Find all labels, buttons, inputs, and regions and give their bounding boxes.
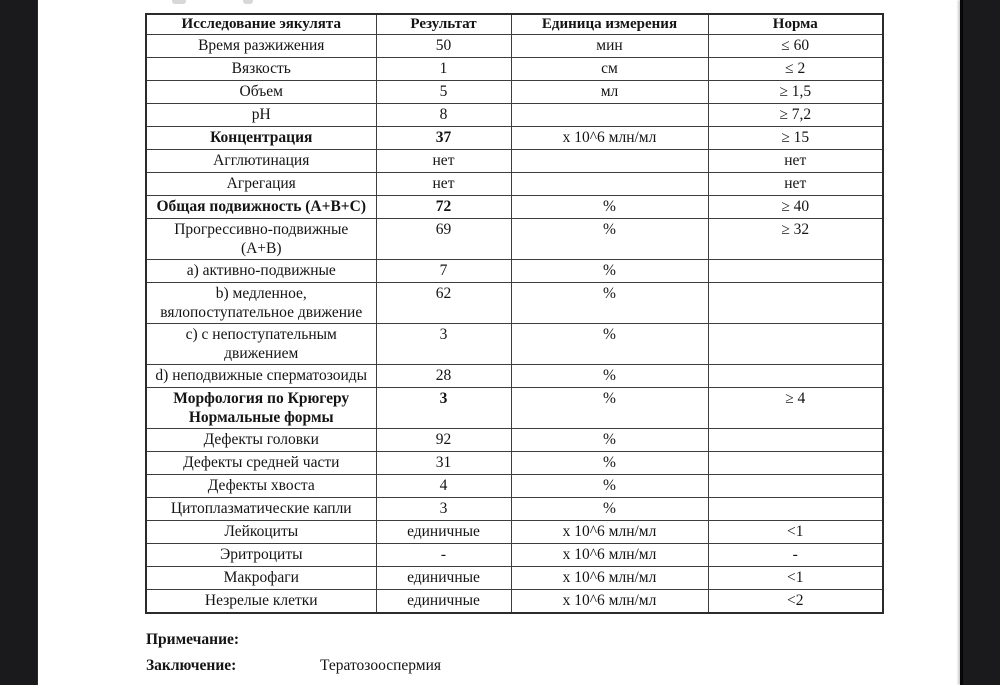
result-cell: единичные bbox=[376, 521, 511, 544]
parameter-line1: b) медленное, bbox=[215, 285, 307, 302]
norm-cell: ≥ 32 bbox=[708, 219, 883, 260]
parameter-cell: Эритроциты bbox=[146, 544, 376, 567]
table-row bbox=[146, 429, 883, 452]
parameter-cell: Агрегация bbox=[146, 173, 376, 196]
result-cell: 62 bbox=[376, 283, 511, 324]
parameter-cell: Дефекты головки bbox=[146, 429, 376, 452]
parameter-line2: вялопоступательное движение bbox=[160, 304, 363, 321]
result-cell: 3 bbox=[376, 324, 511, 365]
unit-cell: % bbox=[511, 452, 708, 475]
result-cell: 28 bbox=[376, 365, 511, 388]
unit-cell: x 10^6 млн/мл bbox=[511, 544, 708, 567]
table-row bbox=[146, 283, 883, 324]
parameter-cell: Объем bbox=[146, 81, 376, 104]
parameter-cell: d) неподвижные сперматозоиды bbox=[146, 365, 376, 388]
table-row bbox=[146, 452, 883, 475]
unit-cell: % bbox=[511, 219, 708, 260]
result-cell: нет bbox=[376, 173, 511, 196]
header-parameter: Исследование эякулята bbox=[146, 14, 376, 35]
parameter-cell: Цитоплазматические капли bbox=[146, 498, 376, 521]
result-cell: 3 bbox=[376, 498, 511, 521]
table-row bbox=[146, 173, 883, 196]
norm-cell: <1 bbox=[708, 521, 883, 544]
norm-cell: нет bbox=[708, 150, 883, 173]
parameter-cell bbox=[146, 324, 376, 365]
unit-cell bbox=[511, 104, 708, 127]
norm-cell bbox=[708, 452, 883, 475]
conclusion-value: Тератозооспермия bbox=[320, 657, 442, 674]
parameter-cell: Лейкоциты bbox=[146, 521, 376, 544]
norm-cell: <1 bbox=[708, 567, 883, 590]
norm-cell: ≥ 7,2 bbox=[708, 104, 883, 127]
parameter-cell: Дефекты средней части bbox=[146, 452, 376, 475]
norm-cell: нет bbox=[708, 173, 883, 196]
result-cell: 7 bbox=[376, 260, 511, 283]
header-unit: Единица измерения bbox=[511, 14, 708, 35]
result-cell: 37 bbox=[376, 127, 511, 150]
result-cell: 8 bbox=[376, 104, 511, 127]
table-row bbox=[146, 127, 883, 150]
table-row bbox=[146, 35, 883, 58]
table-row bbox=[146, 498, 883, 521]
norm-cell bbox=[708, 498, 883, 521]
unit-cell: мл bbox=[511, 81, 708, 104]
parameter-cell bbox=[146, 388, 376, 429]
norm-cell: - bbox=[708, 544, 883, 567]
header-result: Результат bbox=[376, 14, 511, 35]
norm-cell: ≤ 60 bbox=[708, 35, 883, 58]
norm-cell bbox=[708, 260, 883, 283]
table-row bbox=[146, 365, 883, 388]
note-label: Примечание: bbox=[146, 631, 240, 648]
unit-cell: x 10^6 млн/мл bbox=[511, 567, 708, 590]
result-cell: единичные bbox=[376, 567, 511, 590]
result-cell: 3 bbox=[376, 388, 511, 429]
unit-cell: x 10^6 млн/мл bbox=[511, 590, 708, 614]
results-table-body bbox=[146, 35, 883, 614]
norm-cell: ≥ 1,5 bbox=[708, 81, 883, 104]
result-cell: 5 bbox=[376, 81, 511, 104]
semen-analysis-table bbox=[145, 13, 884, 614]
parameter-cell: Незрелые клетки bbox=[146, 590, 376, 614]
result-cell: 69 bbox=[376, 219, 511, 260]
unit-cell: x 10^6 млн/мл bbox=[511, 521, 708, 544]
parameter-cell bbox=[146, 283, 376, 324]
table-row bbox=[146, 58, 883, 81]
parameter-cell: Макрофаги bbox=[146, 567, 376, 590]
parameter-cell: pH bbox=[146, 104, 376, 127]
parameter-line2: Нормальные формы bbox=[188, 409, 334, 426]
norm-cell bbox=[708, 365, 883, 388]
unit-cell: % bbox=[511, 498, 708, 521]
result-cell: 50 bbox=[376, 35, 511, 58]
norm-cell: ≤ 2 bbox=[708, 58, 883, 81]
table-row bbox=[146, 219, 883, 260]
parameter-line1: Морфология по Крюгеру bbox=[173, 390, 350, 407]
table-row bbox=[146, 590, 883, 614]
header-norm: Норма bbox=[708, 14, 883, 35]
table-row bbox=[146, 150, 883, 173]
unit-cell: см bbox=[511, 58, 708, 81]
parameter-cell: a) активно-подвижные bbox=[146, 260, 376, 283]
norm-cell bbox=[708, 324, 883, 365]
table-row bbox=[146, 104, 883, 127]
conclusion-label: Заключение: bbox=[146, 657, 237, 674]
table-row bbox=[146, 521, 883, 544]
parameter-cell: Дефекты хвоста bbox=[146, 475, 376, 498]
parameter-cell: Агглютинация bbox=[146, 150, 376, 173]
unit-cell: % bbox=[511, 324, 708, 365]
unit-cell: % bbox=[511, 388, 708, 429]
table-row bbox=[146, 260, 883, 283]
table-row bbox=[146, 81, 883, 104]
norm-cell bbox=[708, 283, 883, 324]
viewer-left-edge bbox=[0, 0, 38, 685]
unit-cell: % bbox=[511, 429, 708, 452]
clipped-text-remnant bbox=[243, 0, 253, 4]
unit-cell: % bbox=[511, 475, 708, 498]
unit-cell bbox=[511, 173, 708, 196]
result-cell: 72 bbox=[376, 196, 511, 219]
table-row bbox=[146, 544, 883, 567]
parameter-cell: Время разжижения bbox=[146, 35, 376, 58]
result-cell: 4 bbox=[376, 475, 511, 498]
parameter-line1: c) с непоступательным bbox=[185, 326, 337, 343]
table-row bbox=[146, 567, 883, 590]
unit-cell: мин bbox=[511, 35, 708, 58]
result-cell: - bbox=[376, 544, 511, 567]
parameter-cell: Вязкость bbox=[146, 58, 376, 81]
parameter-cell: Общая подвижность (А+В+С) bbox=[146, 196, 376, 219]
unit-cell: % bbox=[511, 283, 708, 324]
norm-cell: ≥ 4 bbox=[708, 388, 883, 429]
unit-cell: % bbox=[511, 196, 708, 219]
parameter-line1: Прогрессивно-подвижные bbox=[174, 221, 349, 238]
norm-cell bbox=[708, 475, 883, 498]
norm-cell: ≥ 15 bbox=[708, 127, 883, 150]
result-cell: 92 bbox=[376, 429, 511, 452]
table-row bbox=[146, 324, 883, 365]
unit-cell: % bbox=[511, 365, 708, 388]
parameter-line2: (А+В) bbox=[240, 240, 282, 257]
table-row bbox=[146, 196, 883, 219]
norm-cell: ≥ 40 bbox=[708, 196, 883, 219]
unit-cell: x 10^6 млн/мл bbox=[511, 127, 708, 150]
result-cell: единичные bbox=[376, 590, 511, 614]
table-header-row bbox=[146, 14, 883, 35]
unit-cell: % bbox=[511, 260, 708, 283]
result-cell: нет bbox=[376, 150, 511, 173]
clipped-text-remnant bbox=[172, 0, 186, 4]
norm-cell bbox=[708, 429, 883, 452]
result-cell: 1 bbox=[376, 58, 511, 81]
parameter-cell: Концентрация bbox=[146, 127, 376, 150]
table-row bbox=[146, 475, 883, 498]
table-row bbox=[146, 388, 883, 429]
parameter-line2: движением bbox=[224, 345, 299, 362]
parameter-cell bbox=[146, 219, 376, 260]
unit-cell bbox=[511, 150, 708, 173]
result-cell: 31 bbox=[376, 452, 511, 475]
viewer-right-edge bbox=[960, 0, 1000, 685]
norm-cell: <2 bbox=[708, 590, 883, 614]
